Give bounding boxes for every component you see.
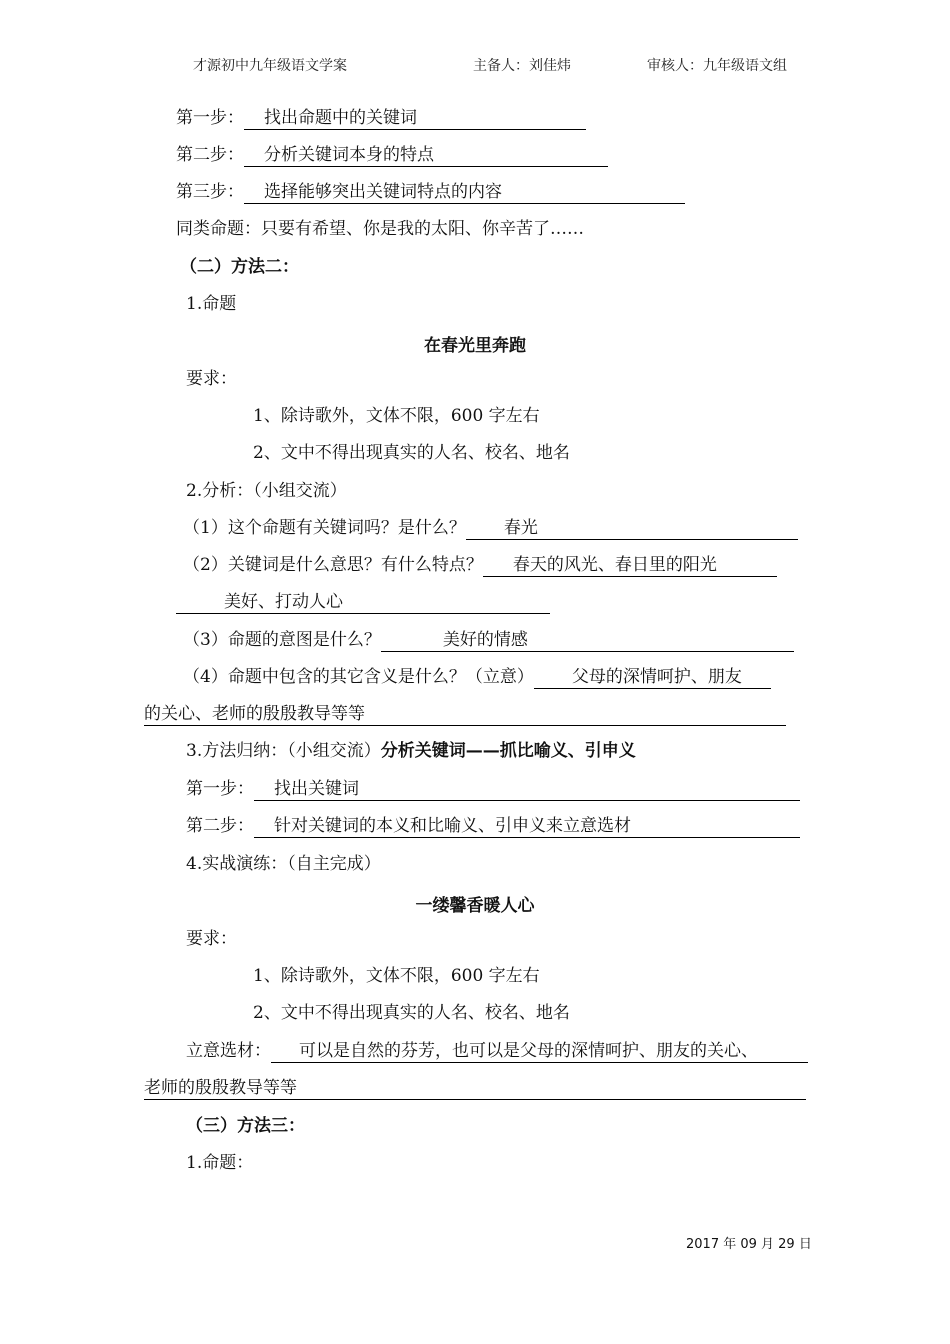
q2-answer-cont: 美好、打动人心	[176, 591, 550, 614]
method2-heading: （二）方法二：	[180, 257, 299, 277]
req1-item1: 1、除诗歌外，文体不限，600 字左右	[253, 406, 540, 426]
idea	[186, 1040, 808, 1063]
title-1: 在春光里奔跑	[424, 336, 526, 356]
q1	[183, 517, 798, 540]
req2-item1: 1、除诗歌外，文体不限，600 字左右	[253, 966, 540, 986]
step-1-label: 第一步：	[176, 108, 244, 128]
req-label-2: 要求：	[186, 929, 237, 949]
method3-heading: （三）方法三：	[186, 1116, 305, 1136]
analysis-heading: 2.分析：（小组交流）	[186, 481, 347, 501]
summary-prefix: 3.方法归纳：（小组交流）	[186, 741, 381, 761]
header-school: 才源初中九年级语文学案	[193, 58, 347, 74]
q4-answer: 父母的深情呵护、朋友	[534, 666, 771, 689]
q3	[183, 629, 794, 652]
idea-label: 立意选材：	[186, 1041, 271, 1061]
practice: 4.实战演练：（自主完成）	[186, 854, 381, 874]
step-b-2	[186, 815, 800, 838]
header-preparer: 主备人：刘佳炜	[473, 58, 571, 74]
req-label-1: 要求：	[186, 369, 237, 389]
step-2-label: 第二步：	[176, 145, 244, 165]
q2-label: （2）关键词是什么意思？有什么特点？	[183, 555, 483, 575]
step-b-1-label: 第一步：	[186, 779, 254, 799]
step-3	[176, 181, 685, 204]
step-2	[176, 144, 608, 167]
idea-answer: 可以是自然的芬芳，也可以是父母的深情呵护、朋友的关心、	[271, 1040, 808, 1063]
title-2: 一缕馨香暖人心	[415, 896, 535, 916]
header-reviewer: 审核人：九年级语文组	[647, 58, 787, 74]
q1-label: （1）这个命题有关键词吗？是什么？	[183, 518, 466, 538]
step-1-answer: 找出命题中的关键词	[244, 107, 586, 130]
q3-answer: 美好的情感	[381, 629, 794, 652]
q4-answer-cont: 的关心、老师的殷殷教导等等	[144, 703, 786, 726]
step-3-label: 第三步：	[176, 182, 244, 202]
step-b-1	[186, 778, 800, 801]
summary	[186, 740, 636, 762]
q3-label: （3）命题的意图是什么？	[183, 630, 381, 650]
step-2-answer: 分析关键词本身的特点	[244, 144, 608, 167]
m2-item1: 1.命题	[186, 294, 237, 314]
step-3-answer: 选择能够突出关键词特点的内容	[244, 181, 685, 204]
req2-item2: 2、文中不得出现真实的人名、校名、地名	[253, 1003, 570, 1023]
summary-bold: 分析关键词——抓比喻义、引申义	[380, 741, 636, 761]
q4-label: （4）命题中包含的其它含义是什么？（立意）	[183, 667, 534, 687]
step-b-1-answer: 找出关键词	[254, 778, 800, 801]
q2-answer: 春天的风光、春日里的阳光	[483, 554, 777, 577]
q2	[183, 554, 777, 577]
q4	[183, 666, 771, 689]
req1-item2: 2、文中不得出现真实的人名、校名、地名	[253, 443, 570, 463]
idea-answer-cont: 老师的殷殷教导等等	[144, 1077, 806, 1100]
m3-item1: 1.命题：	[186, 1153, 254, 1173]
similar-topics: 同类命题：只要有希望、你是我的太阳、你辛苦了……	[176, 219, 584, 239]
step-b-2-label: 第二步：	[186, 816, 254, 836]
footer-date: 2017 年 09 月 29 日	[686, 1237, 812, 1252]
step-1	[176, 107, 586, 130]
step-b-2-answer: 针对关键词的本义和比喻义、引申义来立意选材	[254, 815, 800, 838]
q1-answer: 春光	[466, 517, 798, 540]
